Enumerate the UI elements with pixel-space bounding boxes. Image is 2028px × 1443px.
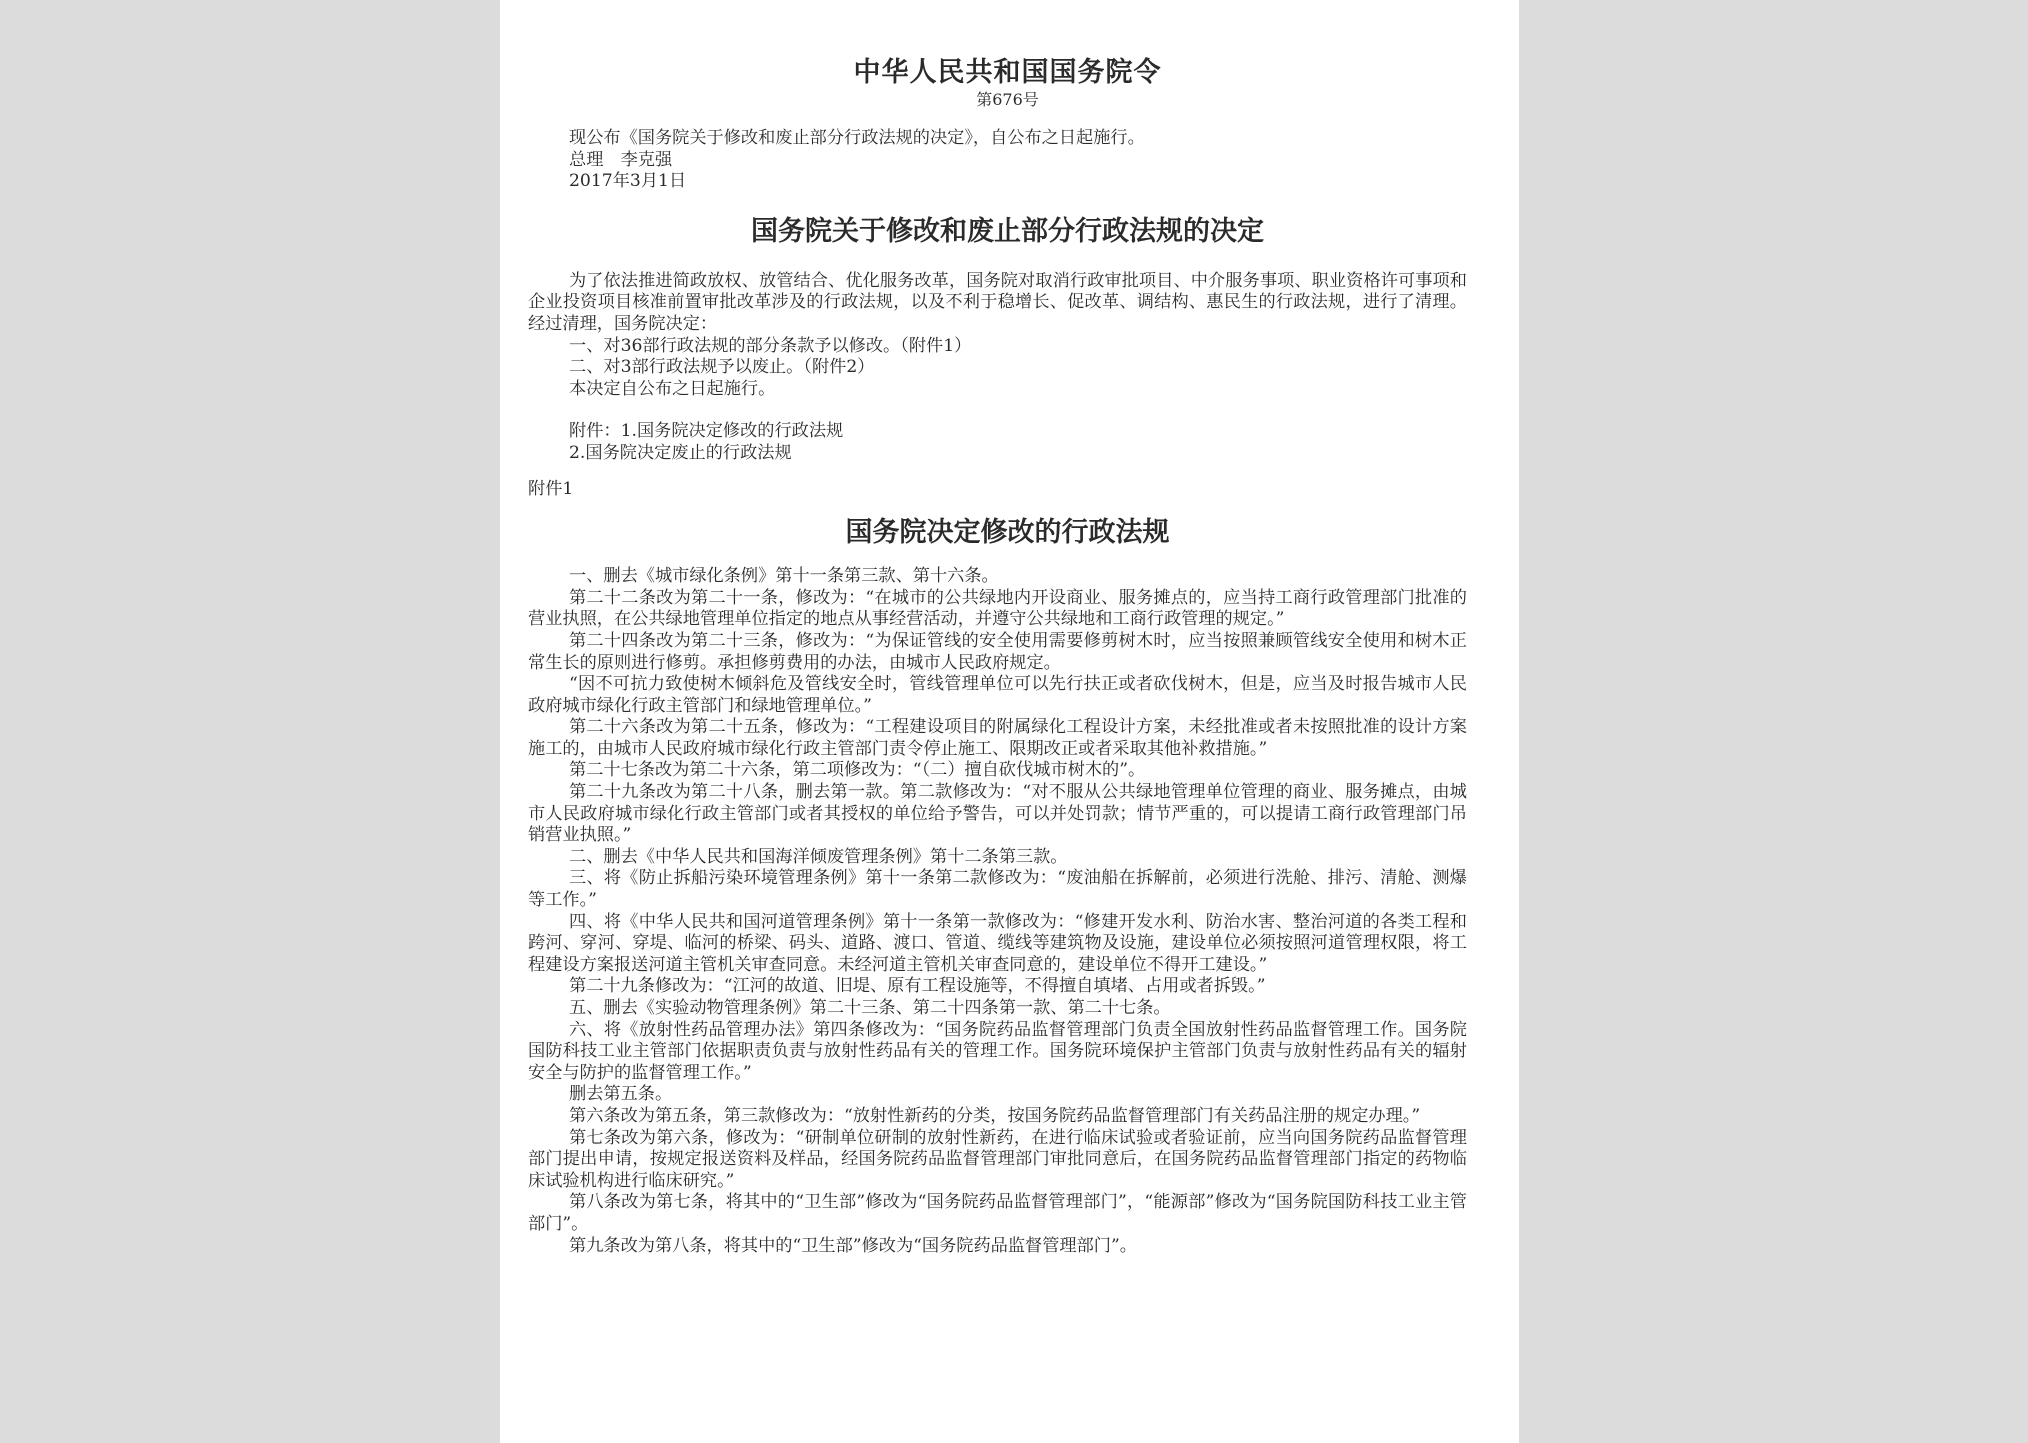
annex-paragraph: 五、删去《实验动物管理条例》第二十三条、第二十四条第一款、第二十七条。 (569, 998, 1171, 1018)
annex-paragraph: 一、删去《城市绿化条例》第十一条第三款、第十六条。 (569, 566, 999, 587)
promulgation-text: 现公布《国务院关于修改和废止部分行政法规的决定》，自公布之日起施行。 (569, 128, 1145, 148)
annex-paragraph: 第二十九条修改为：“江河的故道、旧堤、原有工程设施等，不得擅自填堵、占用或者拆毁。” (569, 976, 1266, 997)
annex-paragraph: 六、将《放射性药品管理办法》第四条修改为：“国务院药品监督管理部门负责全国放射性药品监督管理工作。国务院国防科技工业主管部门依据职责负责与放射性药品有关的管理工作。国务院环境保护主管部门负责与放射性药品有关的辐射安全与防护的监督管理工作。” (528, 1019, 1467, 1083)
annex-paragraph: 第二十六条改为第二十五条，修改为：“工程建设项目的附属绿化工程设计方案，未经批准或者未按照批准的设计方案施工的，由城市人民政府城市绿化行政主管部门责令停止施工、限期改正或者采取其他补救措施。” (528, 717, 1467, 759)
order-title: 中华人民共和国国务院令 (853, 57, 1162, 88)
annex-paragraph: 删去第五条。 (569, 1084, 673, 1105)
annex-paragraph: 第八条改为第七条，将其中的“卫生部”修改为“国务院药品监督管理部门”，“能源部”修改为“国务院国防科技工业主管部门”。 (528, 1192, 1467, 1234)
decision-item-1: 一、对36部行政法规的部分条款予以修改。（附件1） (569, 335, 972, 356)
annex-paragraph: “因不可抗力致使树木倾斜危及管线安全时，管线管理单位可以先行扶正或者砍伐树木，但是，应当及时报告城市人民政府城市绿化行政主管部门和绿地管理单位。” (528, 674, 1467, 716)
annex-list-line-1: 附件：1.国务院决定修改的行政法规 (569, 421, 844, 442)
annex-label: 附件1 (528, 478, 574, 499)
decision-item-2: 二、对3部行政法规予以废止。（附件2） (569, 357, 875, 378)
annex-paragraph: 第九条改为第八条，将其中的“卫生部”修改为“国务院药品监督管理部门”。 (569, 1235, 1137, 1256)
spacer (528, 400, 1467, 421)
annex-paragraph: 第二十九条改为第二十八条，删去第一款。第二款修改为：“对不服从公共绿地管理单位管理的商业、服务摊点，由城市人民政府城市绿化行政主管部门或者其授权的单位给予警告，可以并处罚款；情节严重的，可以提请工商行政管理部门吊销营业执照。” (528, 782, 1467, 846)
signer: 总理 李克强 (569, 149, 673, 170)
decision-title: 国务院关于修改和废止部分行政法规的决定 (751, 215, 1264, 247)
promulgation-date: 2017年3月1日 (569, 171, 687, 192)
annex-paragraph: 第七条改为第六条，修改为：“研制单位研制的放射性新药，在进行临床试验或者验证前，应当向国务院药品监督管理部门提出申请，按规定报送资料及样品，经国务院药品监督管理部门审批同意后，在国务院药品监督管理部门指定的药物临床试验机构进行临床研究。” (528, 1127, 1467, 1191)
annex-paragraph: 第二十二条改为第二十一条，修改为：“在城市的公共绿地内开设商业、服务摊点的，应当持工商行政管理部门批准的营业执照，在公共绿地管理单位指定的地点从事经营活动，并遵守公共绿地和工商行政管理的规定。” (528, 587, 1467, 630)
annex-paragraph: 第二十七条改为第二十六条，第二项修改为：“（二）擅自砍伐城市树木的”。 (569, 760, 1146, 781)
annex-list-line-2: 2.国务院决定废止的行政法规 (569, 442, 792, 463)
annex-paragraph: 三、将《防止拆船污染环境管理条例》第十一条第二款修改为：“废油船在拆解前，必须进行洗舱、排污、清舱、测爆等工作。” (528, 868, 1467, 911)
decision-effective: 本决定自公布之日起施行。 (569, 378, 776, 399)
decision-intro: 为了依法推进简政放权、放管结合、优化服务改革，国务院对取消行政审批项目、中介服务事项、职业资格许可事项和企业投资项目核准前置审批改革涉及的行政法规，以及不利于稳增长、促改革、调结构、惠民生的行政法规，进行了清理。经过清理，国务院决定： (528, 270, 1467, 334)
annex-paragraph: 第二十四条改为第二十三条，修改为：“为保证管线的安全使用需要修剪树木时，应当按照兼顾管线安全使用和树木正常生长的原则进行修剪。承担修剪费用的办法，由城市人民政府规定。 (528, 630, 1467, 673)
annex-paragraph: 二、删去《中华人民共和国海洋倾废管理条例》第十二条第三款。 (569, 846, 1068, 867)
annex-paragraph: 第六条改为第五条，第三款修改为：“放射性新药的分类，按国务院药品监督管理部门有关药品注册的规定办理。” (569, 1105, 1421, 1126)
annex-paragraph: 四、将《中华人民共和国河道管理条例》第十一条第一款修改为：“修建开发水利、防治水害、整治河道的各类工程和跨河、穿河、穿堤、临河的桥梁、码头、道路、渡口、管道、缆线等建筑物及设施，建设单位必须按照河道管理权限，将工程建设方案报送河道主管机关审查同意。未经河道主管机关审查同意的，建设单位不得开工建设。” (528, 911, 1467, 975)
document-page (500, 0, 1519, 1443)
order-number: 第676号 (976, 90, 1039, 109)
annex-title: 国务院决定修改的行政法规 (845, 517, 1170, 549)
